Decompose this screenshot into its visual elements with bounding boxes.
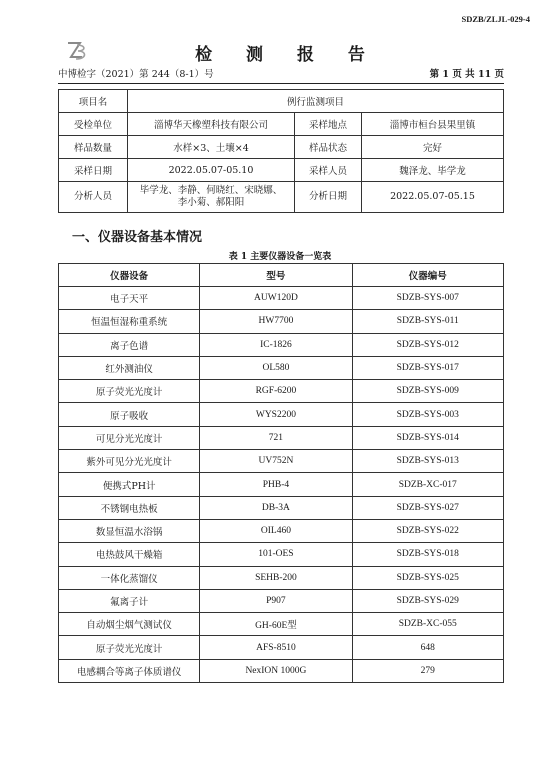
equipment-table-body [59, 287, 504, 683]
equipment-id: 279 [352, 659, 503, 682]
table-row [59, 473, 504, 496]
table-row [59, 589, 504, 612]
header-equipment: 仪器设备 [59, 264, 200, 287]
equipment-model: RGF-6200 [200, 380, 352, 403]
table-row [59, 450, 504, 473]
client-label: 受检单位 [59, 113, 128, 136]
info-row [59, 90, 504, 113]
analyst-line-1: 毕学龙、李静、何晓红、宋晓娜、 [139, 185, 283, 196]
equipment-model: AFS-8510 [200, 636, 352, 659]
equipment-model: UV752N [200, 450, 352, 473]
equipment-model: OL580 [200, 356, 352, 379]
equipment-name: 氟离子计 [59, 589, 200, 612]
table-row [59, 636, 504, 659]
equipment-id: SDZB-SYS-025 [352, 566, 503, 589]
equipment-model: P907 [200, 589, 352, 612]
qty-label: 样品数量 [59, 136, 128, 159]
equipment-name: 数显恒温水浴锅 [59, 519, 200, 542]
info-row [59, 113, 504, 136]
qty-value: 水样×3、土壤×4 [128, 136, 295, 159]
equipment-id: SDZB-XC-055 [352, 613, 503, 636]
equipment-id: SDZB-SYS-022 [352, 519, 503, 542]
equipment-model: 101-OES [200, 543, 352, 566]
equipment-name: 电子天平 [59, 287, 200, 310]
equipment-id: SDZB-SYS-009 [352, 380, 503, 403]
equipment-model: GH-60E型 [200, 613, 352, 636]
equipment-model: OIL460 [200, 519, 352, 542]
table-row [59, 310, 504, 333]
equipment-name: 原子荧光光度计 [59, 380, 200, 403]
equipment-name: 红外测油仪 [59, 356, 200, 379]
equipment-name: 离子色谱 [59, 333, 200, 356]
site-value: 淄博市桓台县果里镇 [362, 113, 504, 136]
report-ref-line [58, 66, 504, 84]
equipment-name: 原子荧光光度计 [59, 636, 200, 659]
analyst-value [128, 182, 295, 213]
equipment-name: 便携式PH计 [59, 473, 200, 496]
equipment-model: WYS2200 [200, 403, 352, 426]
equipment-id: SDZB-XC-017 [352, 473, 503, 496]
equipment-name: 电热鼓风干燥箱 [59, 543, 200, 566]
table-row [59, 519, 504, 542]
equipment-id: 648 [352, 636, 503, 659]
equipment-id: SDZB-SYS-012 [352, 333, 503, 356]
equipment-id: SDZB-SYS-027 [352, 496, 503, 519]
sample-info-table [58, 89, 504, 213]
equipment-id: SDZB-SYS-014 [352, 426, 503, 449]
analysis-date-value: 2022.05.07-05.15 [362, 182, 504, 213]
state-label: 样品状态 [295, 136, 362, 159]
report-number: 中博检字（2021）第 244（8-1）号 [58, 69, 214, 80]
table-row [59, 496, 504, 519]
info-row [59, 159, 504, 182]
section-heading: 一、仪器设备基本情况 [72, 230, 203, 245]
client-value: 淄博华天橡塑科技有限公司 [128, 113, 295, 136]
equipment-name: 自动烟尘烟气测试仪 [59, 613, 200, 636]
header-model: 型号 [200, 264, 352, 287]
report-title: 检 测 报 告 [195, 45, 379, 65]
equipment-model: 721 [200, 426, 352, 449]
equipment-name: 恒温恒湿称重系统 [59, 310, 200, 333]
page-info: 第 1 页 共 11 页 [429, 69, 504, 80]
header-id: 仪器编号 [352, 264, 503, 287]
equipment-model: NexION 1000G [200, 659, 352, 682]
table-row [59, 659, 504, 682]
equipment-id: SDZB-SYS-029 [352, 589, 503, 612]
table-row [59, 403, 504, 426]
equipment-name: 不锈钢电热板 [59, 496, 200, 519]
table-row [59, 566, 504, 589]
equipment-name: 电感耦合等离子体质谱仪 [59, 659, 200, 682]
equipment-name: 可见分光光度计 [59, 426, 200, 449]
info-row [59, 136, 504, 159]
sampler-value: 魏泽龙、毕学龙 [362, 159, 504, 182]
info-row [59, 182, 504, 213]
state-value: 完好 [362, 136, 504, 159]
equipment-name: 一体化蒸馏仪 [59, 566, 200, 589]
equipment-id: SDZB-SYS-007 [352, 287, 503, 310]
equipment-id: SDZB-SYS-011 [352, 310, 503, 333]
sampler-label: 采样人员 [295, 159, 362, 182]
sample-date-label: 采样日期 [59, 159, 128, 182]
table-caption: 表 1 主要仪器设备一览表 [228, 252, 332, 262]
analyst-label: 分析人员 [59, 182, 128, 213]
project-value: 例行监测项目 [128, 90, 504, 113]
table-row [59, 426, 504, 449]
equipment-table [58, 263, 504, 683]
site-label: 采样地点 [295, 113, 362, 136]
equipment-id: SDZB-SYS-013 [352, 450, 503, 473]
sample-date-value: 2022.05.07-05.10 [128, 159, 295, 182]
equipment-id: SDZB-SYS-003 [352, 403, 503, 426]
table-row [59, 287, 504, 310]
equipment-model: IC-1826 [200, 333, 352, 356]
equipment-model: HW7700 [200, 310, 352, 333]
table-row [59, 356, 504, 379]
equipment-model: AUW120D [200, 287, 352, 310]
analyst-line-2: 李小菊、郝阳阳 [177, 197, 245, 208]
table-row [59, 333, 504, 356]
document-code: SDZB/ZLJL-029-4 [461, 14, 530, 24]
equipment-model: SEHB-200 [200, 566, 352, 589]
equipment-model: DB-3A [200, 496, 352, 519]
table-row [59, 380, 504, 403]
equipment-id: SDZB-SYS-018 [352, 543, 503, 566]
table-row [59, 543, 504, 566]
analysis-date-label: 分析日期 [295, 182, 362, 213]
equipment-name: 紫外可见分光光度计 [59, 450, 200, 473]
equipment-id: SDZB-SYS-017 [352, 356, 503, 379]
project-label: 项目名 [59, 90, 128, 113]
equipment-header-row [59, 264, 504, 287]
equipment-model: PHB-4 [200, 473, 352, 496]
table-row [59, 613, 504, 636]
equipment-name: 原子吸收 [59, 403, 200, 426]
